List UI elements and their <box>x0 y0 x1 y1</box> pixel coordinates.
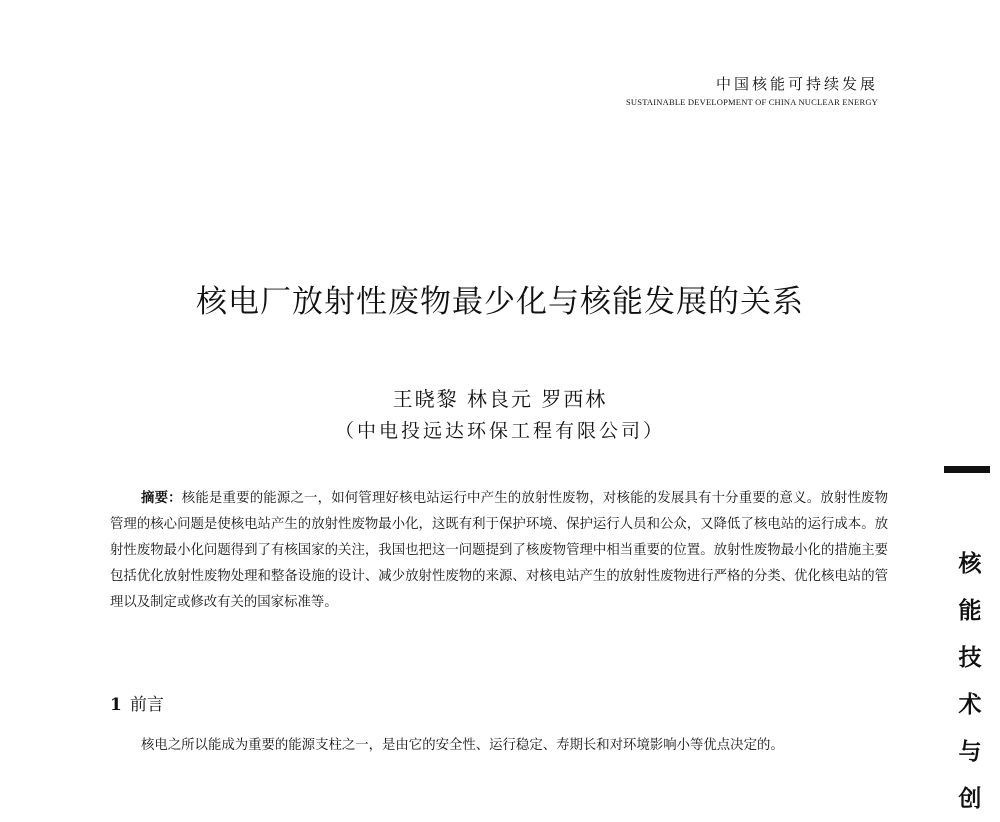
journal-title-en: SUSTAINABLE DEVELOPMENT OF CHINA NUCLEAR ENERGY <box>626 97 878 107</box>
section-heading <box>110 693 164 717</box>
section-number: 1 <box>110 695 122 715</box>
side-tab <box>946 540 994 822</box>
journal-title-cn: 中国核能可持续发展 <box>715 75 878 93</box>
side-tab-char: 创 <box>958 785 982 812</box>
article-title: 核电厂放射性废物最少化与核能发展的关系 <box>196 284 804 320</box>
section-title: 前言 <box>129 695 164 715</box>
side-tab-bar <box>944 466 990 473</box>
side-tab-char: 与 <box>958 738 982 765</box>
abstract-text: 核能是重要的能源之一，如何管理好核电站运行中产生的放射性废物，对核能的发展具有十分重要的意义。放射性废物管理的核心问题是使核电站产生的放射性废物最小化，这既有利于保护环境、保护运行人员和公众，又降低了核电站的运行成本。放射性废物最小化问题得到了有核国家的关注，我国也把这一问题提到了核废物管理中相当重要的位置。放射性废物最小化的措施主要包括优化放射性废物处理和整备设施的设计、减少放射性废物的来源、对核电站产生的放射性废物进行严格的分类、优化核电站的管理以及制定或修改有关的国家标准等。 <box>110 491 889 610</box>
article-authors: 王晓黎 林良元 罗西林 <box>392 387 608 411</box>
side-tab-char: 技 <box>958 644 982 671</box>
running-header <box>626 74 878 107</box>
side-tab-char: 术 <box>958 691 982 718</box>
abstract-label: 摘要： <box>141 491 182 506</box>
article-affiliation: （中电投远达环保工程有限公司） <box>334 420 665 442</box>
body-paragraph: 核电之所以能成为重要的能源支柱之一，是由它的安全性、运行稳定、寿期长和对环境影响小等优点决定的。 <box>141 738 784 753</box>
side-tab-char: 核 <box>958 550 982 577</box>
side-tab-char: 能 <box>958 597 982 624</box>
abstract <box>110 486 888 616</box>
